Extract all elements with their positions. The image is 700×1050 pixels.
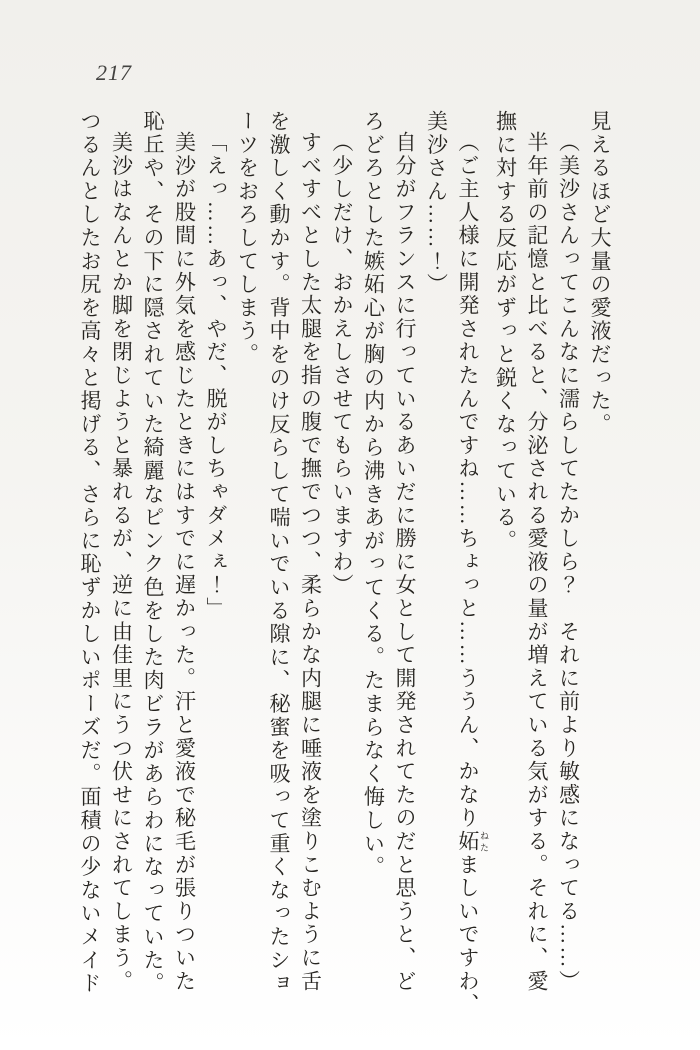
text-line-4: 撫に対する反応がずっと鋭くなっている。 (493, 110, 518, 553)
text-line-5: （ご主人様に開発されたんですね……ちょっと……ううん、かなり妬 ねたましいですわ、 (456, 131, 489, 1017)
text-line-15: 恥丘や、その下に隠されていた綺麗なピンク色をした肉ビラがあらわになっていた。 (141, 110, 165, 996)
text-line-7: 自分がフランスに行っているあいだに勝に女として開発されてたのだと思うと、ど (393, 131, 417, 994)
text-line-1: 見えるほど大量の愛液だった。 (588, 110, 612, 437)
text-line-17: つるんとしたお尻を高々と掲げる、さらに恥ずかしいポーズだ。面積の少ないメイド (78, 110, 102, 996)
text-line-11: を激しく動かす。背中をのけ反らして喘いでいる隙に、秘蜜を吸って重くなったショ (267, 110, 291, 996)
text-line-2: （美沙さんってこんなに濡らしてたかしら？ それに前より敏感になってる……） (556, 131, 581, 994)
text-line-8: ろどろとした嫉妬心が胸の内から沸きあがってくる。たまらなく悔しい。 (361, 110, 386, 879)
text-line-12: ーツをおろしてしまう。 (235, 110, 260, 367)
text-line-9: （少しだけ、おかえしさせてもらいますわ） (330, 131, 354, 597)
text-line-3: 半年前の記憶と比べると、分泌される愛液の量が増えている気がする。それに、愛 (525, 131, 549, 994)
text-line-14: 美沙が股間に外気を感じたときにはすでに遅かった。汗と愛液で秘毛が張りついた (172, 131, 197, 994)
text-line-13: 「えっ……あっ、やだ、脱がしちゃダメぇ！」 (204, 131, 228, 621)
page-number: 217 (96, 60, 132, 85)
furigana-ruby: 妬 ねた (456, 830, 489, 854)
text-line-16: 美沙はなんとか脚を閉じようと暴れるが、逆に由佳里にうつ伏せにされてしまう。 (109, 131, 134, 994)
text-line-10: すべすべとした太腿を指の腹で撫でつつ、柔らかな内腿に唾液を塗りこむように舌 (298, 131, 323, 994)
text-line-6: 美沙さん……！） (424, 110, 449, 297)
vertical-text-block (74, 110, 616, 1028)
